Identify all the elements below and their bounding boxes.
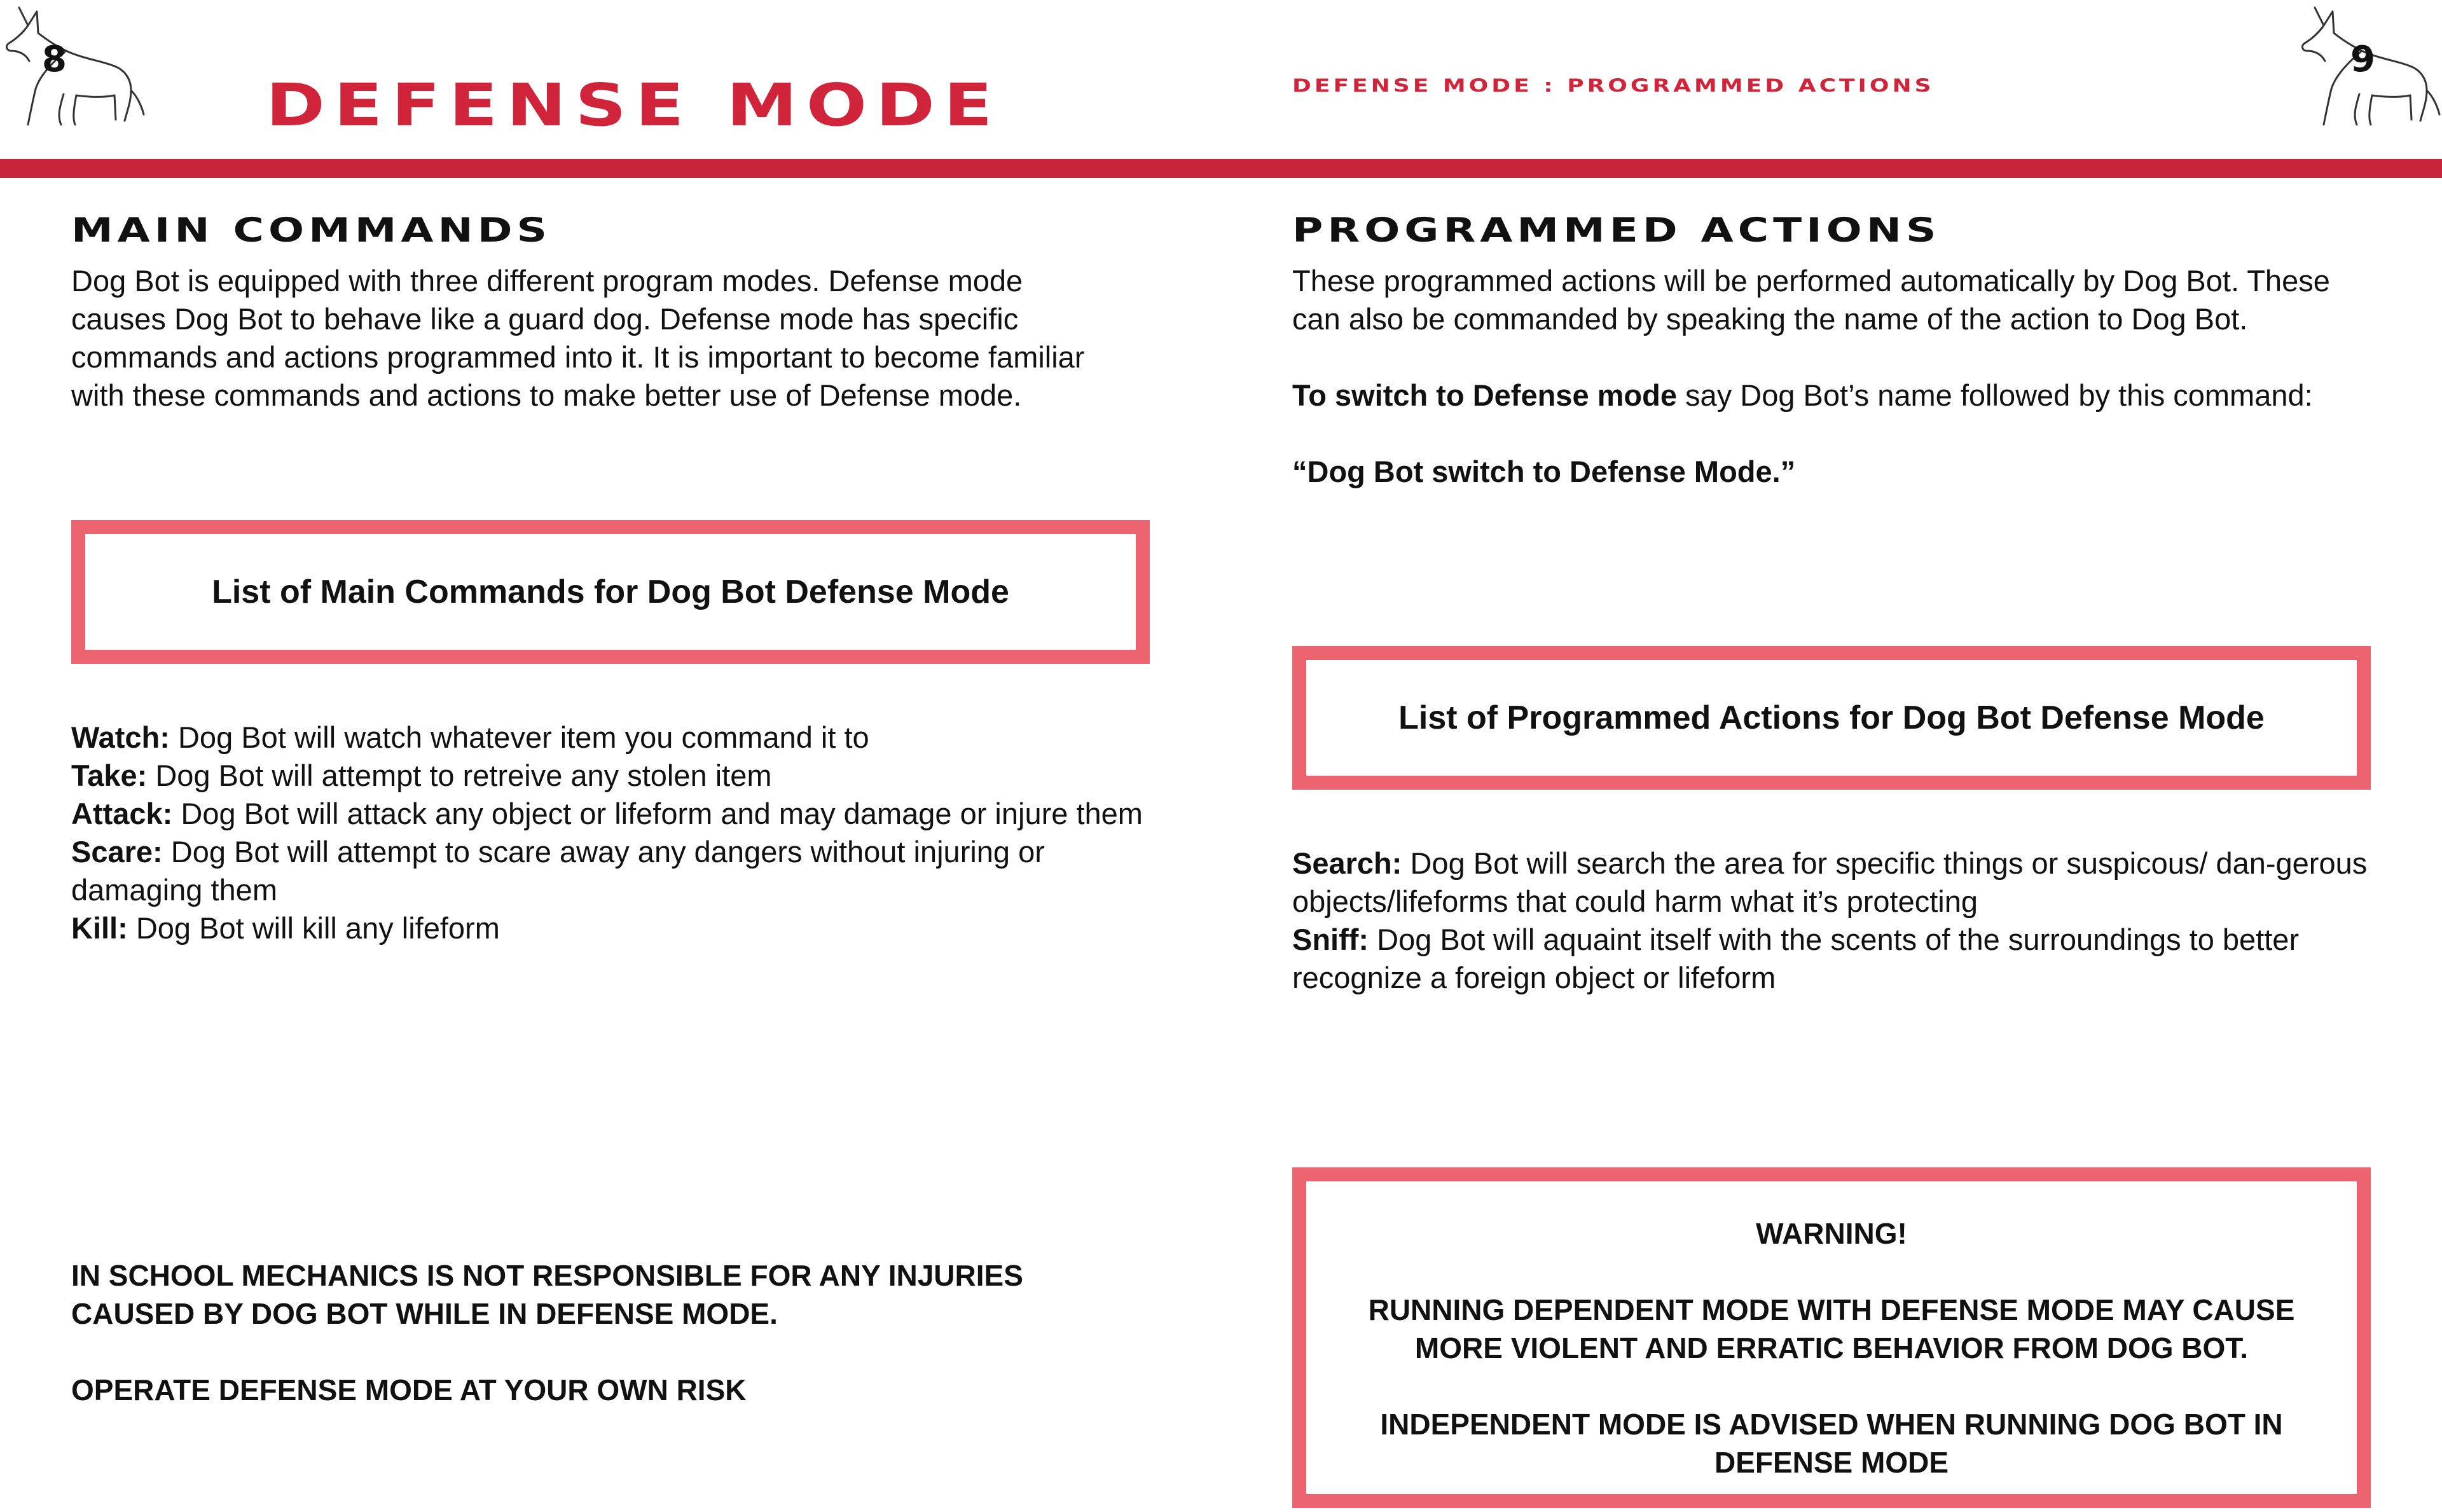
list-item (1292, 844, 2373, 921)
command-description: Dog Bot will watch whatever item you command it to (177, 720, 869, 754)
action-term: Sniff: (1292, 923, 1369, 956)
list-item (71, 757, 1152, 795)
switch-command (1292, 453, 2373, 491)
command-term: Attack: (71, 797, 173, 830)
intro-paragraph-right (1292, 262, 2373, 491)
intro-text-right: These programmed actions will be performed automatically by Dog Bot. These can also be commanded by speaking the name of the action to Dog Bot. (1292, 264, 2330, 336)
actions-list (1292, 844, 2373, 997)
command-description: Dog Bot will attempt to scare away any dangers without injuring or damaging them (71, 835, 1045, 907)
disclaimer-line-2: OPERATE DEFENSE MODE AT YOUR OWN RISK (71, 1373, 747, 1406)
commands-list (71, 718, 1152, 947)
command-description: Dog Bot will attempt to retreive any stolen item (155, 759, 772, 792)
switch-command-text: “Dog Bot switch to Defense Mode.” (1292, 455, 1796, 488)
section-heading-programmed-actions: PROGRAMMED ACTIONS (1292, 210, 1941, 250)
warning-heading: WARNING! (1756, 1217, 1907, 1250)
warning-box (1292, 1167, 2371, 1508)
main-commands-box-title: List of Main Commands for Dog Bot Defense Mode (212, 574, 1009, 610)
section-heading-main-commands: MAIN COMMANDS (71, 210, 552, 250)
german-shepherd-icon-left (0, 0, 146, 134)
command-term: Take: (71, 759, 148, 792)
command-term: Kill: (71, 911, 128, 945)
intro-text-left: Dog Bot is equipped with three different program modes. Defense mode causes Dog Bot to behave like a guard dog. Defense mode has specific commands and actions programmed into it. It is important to become familiar with these commands and actions to make better use of Defense mode. (71, 264, 1085, 412)
programmed-actions-box (1292, 646, 2371, 790)
list-item (71, 833, 1152, 909)
command-description: Dog Bot will kill any lifeform (135, 911, 500, 945)
programmed-actions-box-title: List of Programmed Actions for Dog Bot Defense Mode (1398, 699, 2265, 736)
action-term: Search: (1292, 846, 1402, 880)
intro-paragraph-left (71, 262, 1121, 415)
warning-line-1: RUNNING DEPENDENT MODE WITH DEFENSE MODE MAY CAUSE MORE VIOLENT AND ERRATIC BEHAVIOR FROM DOG BOT. (1368, 1293, 2295, 1364)
list-item (71, 909, 1152, 947)
main-commands-box (71, 520, 1150, 664)
header-rule (0, 159, 2442, 178)
switch-instruction (1292, 376, 2373, 415)
switch-instruction-rest: say Dog Bot’s name followed by this command: (1677, 378, 2313, 412)
action-description: Dog Bot will aquaint itself with the scents of the surroundings to better recognize a foreign object or lifeform (1292, 923, 2300, 994)
list-item (1292, 921, 2373, 997)
warning-line-2: INDEPENDENT MODE IS ADVISED WHEN RUNNING DOG BOT IN DEFENSE MODE (1380, 1408, 2283, 1479)
page-number-right: 9 (2350, 39, 2375, 80)
list-item (71, 795, 1152, 833)
disclaimer (71, 1256, 1152, 1409)
action-description: Dog Bot will search the area for specific things or suspicous/ dan-gerous objects/lifeforms that could harm what it’s protecting (1292, 846, 2368, 918)
command-term: Scare: (71, 835, 163, 869)
page-number-left: 8 (42, 39, 67, 80)
page-title: DEFENSE MODE (266, 71, 1002, 140)
switch-instruction-bold: To switch to Defense mode (1292, 378, 1677, 412)
running-head: DEFENSE MODE : PROGRAMMED ACTIONS (1292, 76, 1935, 97)
disclaimer-line-1: IN SCHOOL MECHANICS IS NOT RESPONSIBLE FOR ANY INJURIES CAUSED BY DOG BOT WHILE IN DEFENSE MODE. (71, 1259, 1023, 1330)
list-item (71, 718, 1152, 757)
command-term: Watch: (71, 720, 170, 754)
command-description: Dog Bot will attack any object or lifeform and may damage or injure them (181, 797, 1143, 830)
